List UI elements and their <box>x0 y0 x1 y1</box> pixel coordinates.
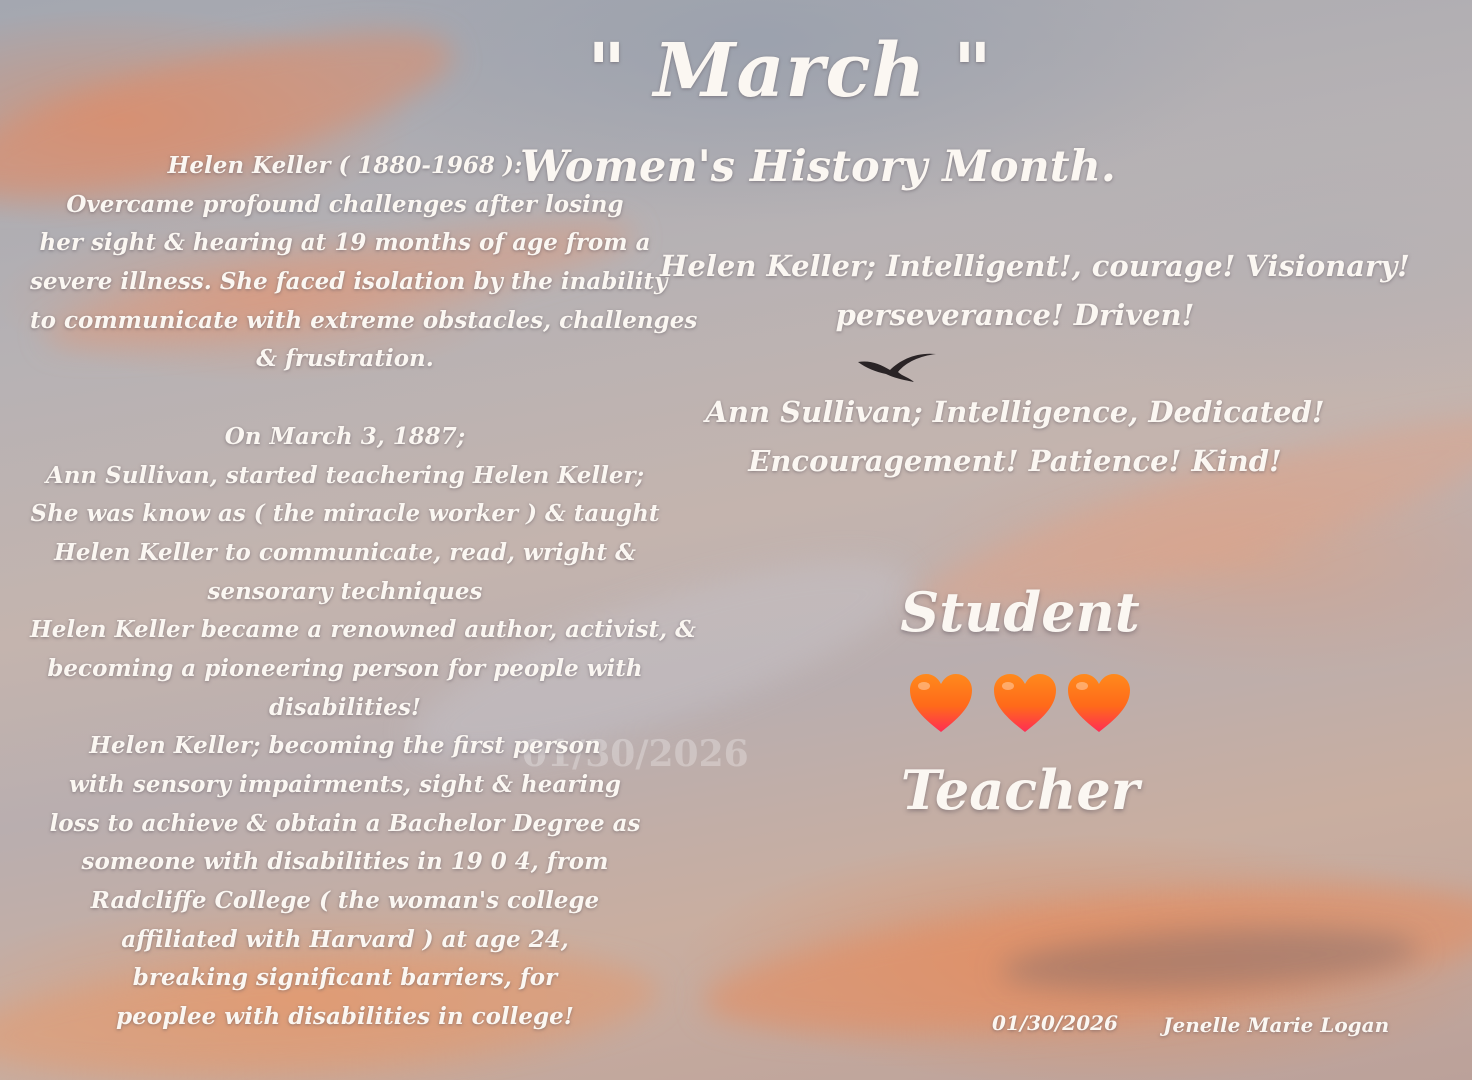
date-watermark: 01/30/2026 <box>522 733 749 775</box>
footer-author: Jenelle Marie Logan <box>1163 1013 1390 1037</box>
hearts-row <box>908 672 1148 742</box>
keller-traits-line-2: perseverance! Driven! <box>835 298 1195 332</box>
bio-line: breaking significant barriers, for <box>132 964 558 992</box>
bio-line: to communicate with extreme obstacles, challenges <box>30 306 698 334</box>
bio-line: Helen Keller ( 1880-1968 ): <box>167 152 523 179</box>
page-title: " March " <box>587 28 993 114</box>
bio-line: her sight & hearing at 19 months of age from a <box>39 229 651 257</box>
bio-line: She was know as ( the miracle worker ) & taught <box>30 500 660 528</box>
helen-keller-biography <box>30 147 698 1037</box>
bio-line: Radcliffe College ( the woman's college <box>90 887 600 915</box>
footer-date: 01/30/2026 <box>992 1011 1118 1035</box>
bio-line: Helen Keller to communicate, read, wright & <box>54 538 636 566</box>
bio-line: Helen Keller; becoming the first person <box>89 732 601 760</box>
bio-line: disabilities! <box>268 693 421 721</box>
bio-line <box>30 379 660 418</box>
teacher-label: Teacher <box>900 758 1140 822</box>
bio-line: Helen Keller became a renowned author, activist, & <box>30 616 696 644</box>
bio-line: peoplee with disabilities in college! <box>116 1003 574 1031</box>
orange-heart-icon <box>1066 672 1132 734</box>
keller-traits-line-1: Helen Keller; Intelligent!, courage! Visionary! <box>660 249 1410 283</box>
sullivan-traits-line-1: Ann Sullivan; Intelligence, Dedicated! <box>705 395 1325 429</box>
bio-line: someone with disabilities in 19 0 4, from <box>81 848 609 876</box>
bio-line: affiliated with Harvard ) at age 24, <box>121 925 569 953</box>
orange-heart-icon <box>908 672 974 734</box>
bio-line: sensorary techniques <box>207 577 483 605</box>
page-subtitle: Women's History Month. <box>520 142 1116 192</box>
student-label: Student <box>900 580 1140 644</box>
bio-line: becoming a pioneering person for people with <box>47 654 643 682</box>
bio-line: On March 3, 1887; <box>224 422 466 450</box>
bio-line: Ann Sullivan, started teachering Helen Keller; <box>45 461 645 489</box>
bio-line: loss to achieve & obtain a Bachelor Degree as <box>49 809 641 837</box>
bird-icon <box>856 348 940 384</box>
sullivan-traits-line-2: Encouragement! Patience! Kind! <box>748 444 1282 478</box>
bio-line: severe illness. She faced isolation by the inability <box>30 268 668 296</box>
bio-line: with sensory impairments, sight & hearing <box>69 771 621 798</box>
bio-line: Overcame profound challenges after losing <box>66 190 624 218</box>
bio-line: & frustration. <box>256 345 434 373</box>
orange-heart-icon <box>992 672 1058 734</box>
